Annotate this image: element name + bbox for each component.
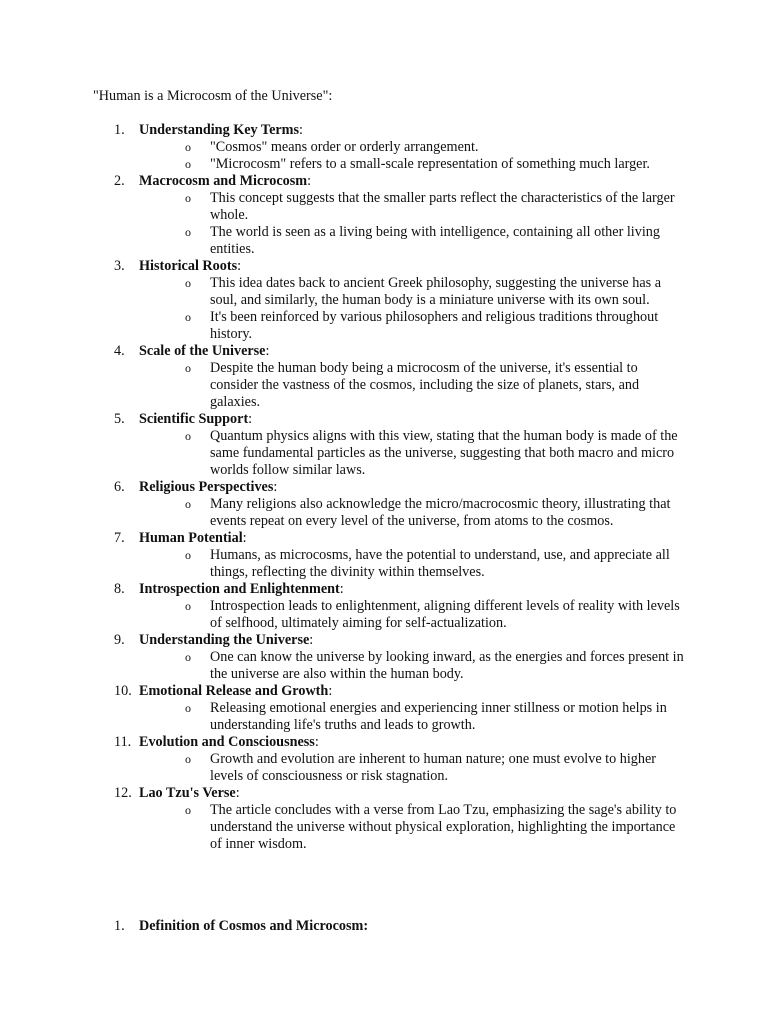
bullet-item <box>139 360 684 411</box>
item-number: 2. <box>114 173 125 189</box>
bullet-marker: o <box>185 497 191 511</box>
document-title: "Human is a Microcosm of the Universe": <box>93 88 333 104</box>
list-item <box>114 343 684 411</box>
bullet-text: Introspection leads to enlightenment, aligning different levels of reality with levels of selfhood, ultimately aiming for self-actualization. <box>210 598 680 631</box>
bullet-item <box>139 224 684 258</box>
bullet-item <box>139 598 684 632</box>
item-heading: Understanding Key Terms <box>139 122 300 138</box>
list-item <box>114 734 684 785</box>
bullet-text: The article concludes with a verse from Lao Tzu, emphasizing the sage's ability to understand the universe without physical exploration, highlighting the importance of inner wisdom. <box>210 802 677 852</box>
bullet-item <box>139 700 684 734</box>
item-number: 9. <box>114 632 125 648</box>
item-number: 7. <box>114 530 125 546</box>
item-colon: : <box>299 122 303 138</box>
bullet-text: This concept suggests that the smaller parts reflect the characteristics of the larger whole. <box>210 190 675 223</box>
item-number: 3. <box>114 258 125 274</box>
item-heading: Scientific Support <box>139 411 249 427</box>
item-heading: Lao Tzu's Verse <box>139 785 236 801</box>
bullet-text: Growth and evolution are inherent to human nature; one must evolve to higher levels of consciousness or risk stagnation. <box>210 751 656 784</box>
item-heading: Understanding the Universe <box>139 632 310 648</box>
item-colon: : <box>328 683 333 699</box>
bullet-item <box>139 547 684 581</box>
item-colon: : <box>235 785 240 801</box>
bullet-list <box>139 139 684 173</box>
bullet-list <box>139 496 684 530</box>
bullet-marker: o <box>185 752 191 766</box>
bullet-item <box>139 275 684 309</box>
bullet-text: Quantum physics aligns with this view, stating that the human body is made of the same fundamental particles as the universe, suggesting that both macro and micro worlds follow similar laws. <box>210 428 678 478</box>
item-number: 11. <box>114 734 132 750</box>
bullet-text: "Cosmos" means order or orderly arrangement. <box>210 139 479 155</box>
bullet-marker: o <box>185 361 191 375</box>
outline-list <box>114 122 684 853</box>
item-heading: Historical Roots <box>139 258 238 274</box>
list-item <box>114 530 684 581</box>
bullet-list <box>139 360 684 411</box>
item-heading: Religious Perspectives <box>139 479 274 495</box>
item-number: 6. <box>114 479 125 495</box>
bullet-list <box>139 547 684 581</box>
item-colon: : <box>309 632 314 648</box>
list-item <box>114 683 684 734</box>
item-colon: : <box>248 411 253 427</box>
bullet-marker: o <box>185 701 191 715</box>
bullet-marker: o <box>185 310 191 324</box>
bullet-marker: o <box>185 599 191 613</box>
bullet-marker: o <box>185 803 191 817</box>
bullet-list <box>139 275 684 343</box>
bullet-item <box>139 802 684 853</box>
list-item <box>114 411 684 479</box>
bullet-item <box>139 649 684 683</box>
bullet-text: Many religions also acknowledge the micro/macrocosmic theory, illustrating that events repeat on every level of the universe, from atoms to the cosmos. <box>210 496 671 529</box>
bullet-list <box>139 700 684 734</box>
bullet-item <box>139 428 684 479</box>
item-heading: Scale of the Universe <box>139 343 266 359</box>
bullet-text: It's been reinforced by various philosophers and religious traditions throughout history. <box>210 309 659 342</box>
item-number: 5. <box>114 411 125 427</box>
item-colon: : <box>237 258 242 274</box>
bullet-marker: o <box>185 191 191 205</box>
bullet-marker: o <box>185 650 191 664</box>
list-item <box>114 632 684 683</box>
item-colon: : <box>273 479 278 495</box>
bullet-text: One can know the universe by looking inward, as the energies and forces present in the universe are also within the human body. <box>210 649 684 682</box>
bullet-list <box>139 802 684 853</box>
bullet-item <box>139 309 684 343</box>
bullet-list <box>139 751 684 785</box>
list-item <box>114 918 684 935</box>
bullet-text: "Microcosm" refers to a small-scale representation of something much larger. <box>210 156 650 172</box>
item-heading: Evolution and Consciousness <box>139 734 315 750</box>
bullet-item <box>139 190 684 224</box>
item-number: 1. <box>114 122 125 138</box>
bullet-list <box>139 598 684 632</box>
item-heading: Emotional Release and Growth <box>139 683 329 699</box>
bullet-text: Releasing emotional energies and experiencing inner stillness or motion helps in understanding life's truths and leads to growth. <box>210 700 667 733</box>
item-number: 1. <box>114 918 125 934</box>
bullet-item <box>139 139 684 156</box>
item-number: 10. <box>114 683 132 699</box>
list-item <box>114 581 684 632</box>
bullet-item <box>139 156 684 173</box>
list-item <box>114 479 684 530</box>
item-number: 12. <box>114 785 132 801</box>
bullet-text: Despite the human body being a microcosm of the universe, it's essential to consider the vastness of the cosmos, including the size of planets, stars, and galaxies. <box>210 360 640 410</box>
bullet-list <box>139 190 684 258</box>
list-item <box>114 258 684 343</box>
bullet-item <box>139 496 684 530</box>
bullet-list <box>139 649 684 683</box>
item-colon: : <box>307 173 312 189</box>
bullet-marker: o <box>185 157 191 171</box>
item-number: 8. <box>114 581 125 597</box>
list-item <box>114 785 684 853</box>
item-colon: : <box>265 343 270 359</box>
bullet-marker: o <box>185 225 191 239</box>
bullet-marker: o <box>185 548 191 562</box>
item-heading: Human Potential <box>139 530 243 546</box>
item-number: 4. <box>114 343 125 359</box>
bullet-marker: o <box>185 429 191 443</box>
item-colon: : <box>242 530 247 546</box>
item-heading: Introspection and Enlightenment <box>139 581 340 597</box>
bullet-text: The world is seen as a living being with intelligence, containing all other living entities. <box>210 224 660 257</box>
list-item <box>114 122 684 173</box>
item-heading: Definition of Cosmos and Microcosm: <box>139 918 369 934</box>
second-outline-list <box>114 918 684 935</box>
bullet-marker: o <box>185 140 191 154</box>
item-colon: : <box>339 581 344 597</box>
bullet-text: Humans, as microcosms, have the potential to understand, use, and appreciate all things, reflecting the divinity within themselves. <box>210 547 670 580</box>
item-colon: : <box>314 734 319 750</box>
bullet-marker: o <box>185 276 191 290</box>
item-heading: Macrocosm and Microcosm <box>139 173 308 189</box>
list-item <box>114 173 684 258</box>
bullet-list <box>139 428 684 479</box>
bullet-item <box>139 751 684 785</box>
bullet-text: This idea dates back to ancient Greek philosophy, suggesting the universe has a soul, and similarly, the human body is a miniature universe with its own soul. <box>210 275 661 308</box>
